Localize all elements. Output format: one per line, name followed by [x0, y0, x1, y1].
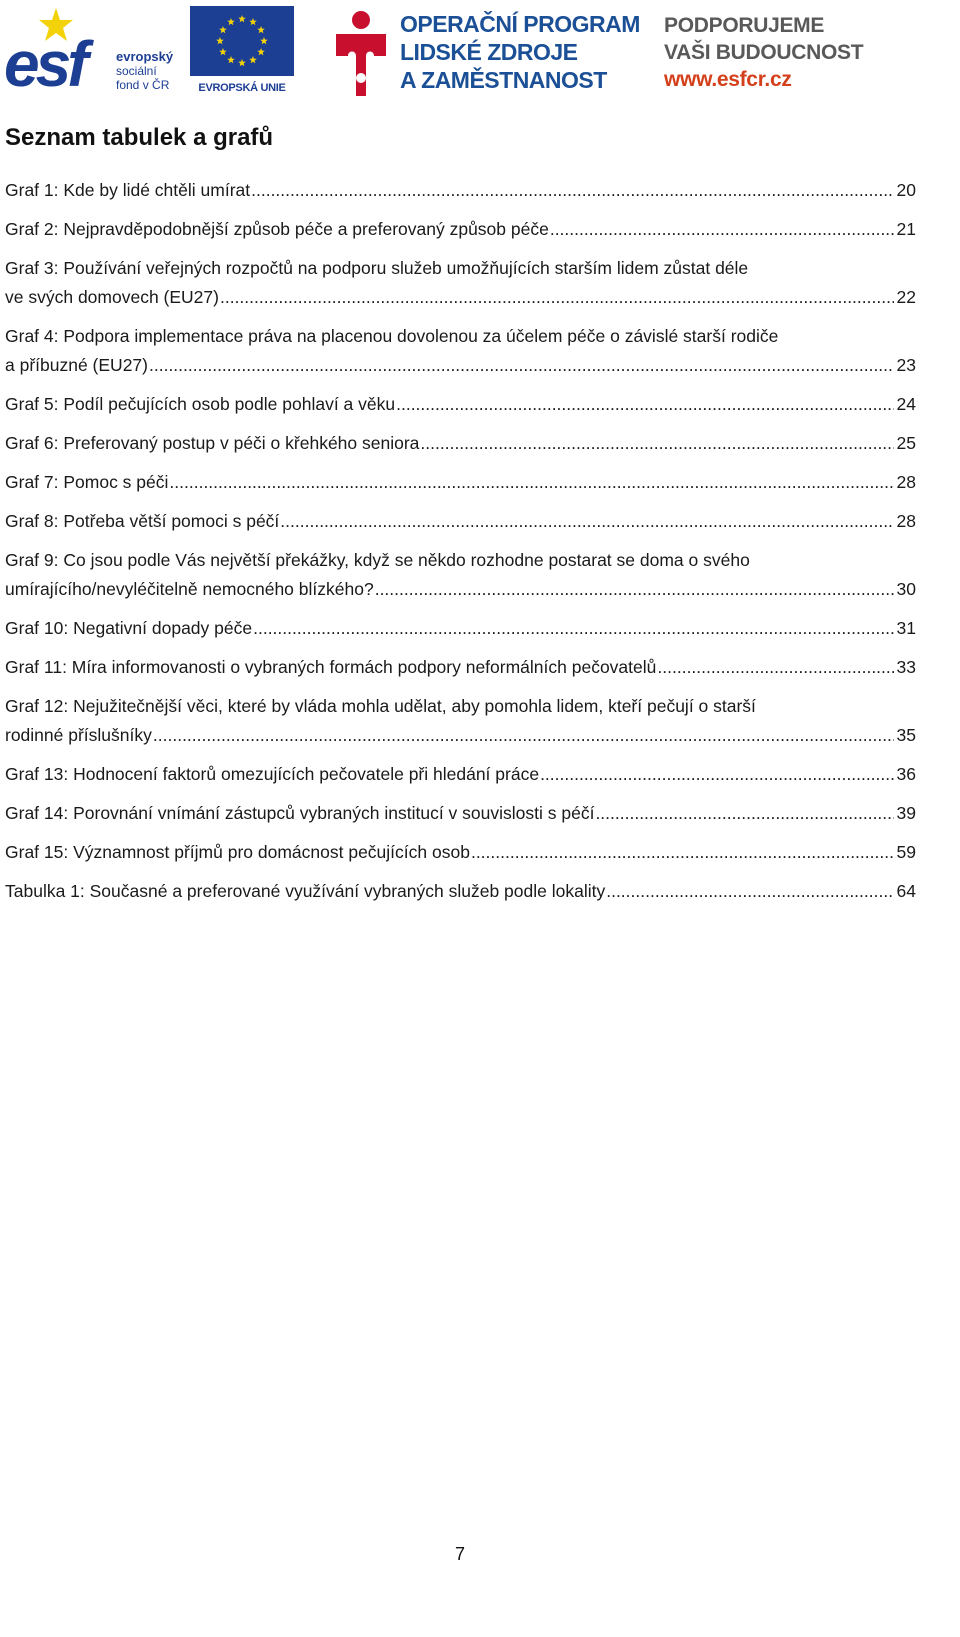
toc-page-number: 30 [896, 579, 916, 599]
toc-dot-leader [280, 507, 893, 536]
toc-dot-leader [253, 614, 893, 643]
slogan-line2: VAŠI BUDOUCNOST [664, 41, 864, 64]
slogan [664, 12, 863, 93]
toc-dot-leader [153, 721, 894, 750]
toc-entry-text: Graf 4: Podpora implementace práva na placenou dovolenou za účelem péče o závislé starší rodiče [5, 326, 779, 346]
toc-entry-text: Tabulka 1: Současné a preferované využívání vybraných služeb podle lokality [5, 881, 606, 901]
toc-page-number: 22 [896, 287, 916, 307]
esf-logo-line2: sociální [116, 64, 157, 78]
toc-entry[interactable] [5, 390, 916, 419]
esf-logo-line3: fond v ČR [116, 78, 170, 92]
toc-page-number: 35 [896, 725, 916, 745]
toc-entry[interactable] [5, 176, 916, 205]
toc-entry[interactable] [5, 614, 916, 643]
toc-entry-text: Graf 2: Nejpravděpodobnější způsob péče a preferovaný způsob péče [5, 219, 549, 239]
toc-page-number: 36 [896, 764, 916, 784]
toc-entry[interactable] [5, 215, 916, 244]
toc-entry[interactable] [5, 507, 916, 536]
toc-dot-leader [606, 877, 893, 906]
toc-entry-text: Graf 7: Pomoc s péči [5, 472, 169, 492]
toc-page-number: 28 [896, 511, 916, 531]
toc-dot-leader [396, 390, 893, 419]
toc-dot-leader [375, 575, 894, 604]
toc-entry[interactable] [5, 877, 916, 906]
toc-dot-leader [169, 468, 893, 497]
toc-dot-leader [149, 351, 894, 380]
toc-entry[interactable] [5, 838, 916, 867]
esf-logo-line1: evropský [116, 49, 174, 64]
toc-page-number: 25 [896, 433, 916, 453]
esf-logo-letters: esf [4, 28, 85, 100]
toc-entry-text: Graf 1: Kde by lidé chtěli umírat [5, 180, 251, 200]
toc-entry-text: Graf 6: Preferovaný postup v péči o křehkého seniora [5, 433, 420, 453]
eu-logo-caption: EVROPSKÁ UNIE [198, 82, 286, 94]
header-logo-banner [0, 0, 905, 104]
page-number: 7 [454, 1544, 465, 1564]
toc-page-number: 21 [896, 219, 916, 239]
toc-dot-leader [550, 215, 894, 244]
eu-flag-icon [190, 6, 294, 76]
slogan-url-link[interactable]: www.esfcr.cz [664, 68, 792, 91]
toc-entry-text: umírajícího/nevyléčitelně nemocného blízkého? [5, 579, 374, 599]
eu-logo [190, 6, 294, 98]
toc-dot-leader [420, 429, 893, 458]
toc-entry[interactable] [5, 546, 916, 604]
toc-dot-leader [220, 283, 894, 312]
toc-entry-text: Graf 8: Potřeba větší pomoci s péčí [5, 511, 280, 531]
toc-page-number: 33 [896, 657, 916, 677]
toc-entry-text: Graf 5: Podíl pečujících osob podle pohlaví a věku [5, 394, 396, 414]
puzzle-figure-icon [330, 6, 390, 98]
toc-dot-leader [471, 838, 894, 867]
toc-page-number: 24 [896, 394, 916, 414]
toc-entry[interactable] [5, 322, 916, 380]
slogan-line1: PODPORUJEME [664, 14, 825, 37]
toc-entry-text: Graf 10: Negativní dopady péče [5, 618, 253, 638]
toc-entry[interactable] [5, 468, 916, 497]
op-title-line2: LIDSKÉ ZDROJE [400, 39, 578, 65]
op-figure-logo [330, 6, 390, 98]
toc-page-number: 28 [896, 472, 916, 492]
toc-entry[interactable] [5, 653, 916, 682]
toc-page-number: 31 [896, 618, 916, 638]
toc-entry[interactable] [5, 254, 916, 312]
op-program-title [400, 10, 640, 94]
toc-entry-text: Graf 3: Používání veřejných rozpočtů na podporu služeb umožňujících starším lidem zůstat déle [5, 258, 749, 278]
esf-logo-text [116, 50, 173, 92]
toc-page-number: 64 [896, 881, 916, 901]
toc-entry-text: ve svých domovech (EU27) [5, 287, 219, 307]
toc-dot-leader [540, 760, 893, 789]
toc-dot-leader [657, 653, 893, 682]
op-title-line3: A ZAMĚSTNANOST [400, 67, 607, 93]
toc-entry-text: Graf 9: Co jsou podle Vás největší překážky, když se někdo rozhodne postarat se doma o svého [5, 550, 750, 570]
toc-dot-leader [595, 799, 893, 828]
toc-entry[interactable] [5, 799, 916, 828]
toc-entry[interactable] [5, 429, 916, 458]
toc-page-number: 23 [896, 355, 916, 375]
toc-page-number: 20 [896, 180, 916, 200]
toc-entry-text: rodinné příslušníky [5, 725, 152, 745]
toc-page-number: 39 [896, 803, 916, 823]
page-title: Seznam tabulek a grafů [5, 124, 274, 151]
toc-entry-text: Graf 13: Hodnocení faktorů omezujících pečovatele při hledání práce [5, 764, 540, 784]
toc-entry[interactable] [5, 760, 916, 789]
esf-logo [4, 6, 184, 98]
toc-list [5, 176, 916, 916]
toc-entry-text: Graf 15: Významnost příjmů pro domácnost pečujících osob [5, 842, 470, 862]
toc-entry-text: a příbuzné (EU27) [5, 355, 148, 375]
toc-page-number: 59 [896, 842, 916, 862]
toc-entry-text: Graf 12: Nejužitečnější věci, které by vláda mohla udělat, aby pomohla lidem, kteří pečují o starší [5, 696, 756, 716]
op-title-line1: OPERAČNÍ PROGRAM [400, 11, 640, 37]
toc-dot-leader [251, 176, 893, 205]
toc-entry-text: Graf 11: Míra informovanosti o vybraných formách podpory neformálních pečovatelů [5, 657, 657, 677]
toc-entry-text: Graf 14: Porovnání vnímání zástupců vybraných institucí v souvislosti s péčí [5, 803, 595, 823]
toc-entry[interactable] [5, 692, 916, 750]
